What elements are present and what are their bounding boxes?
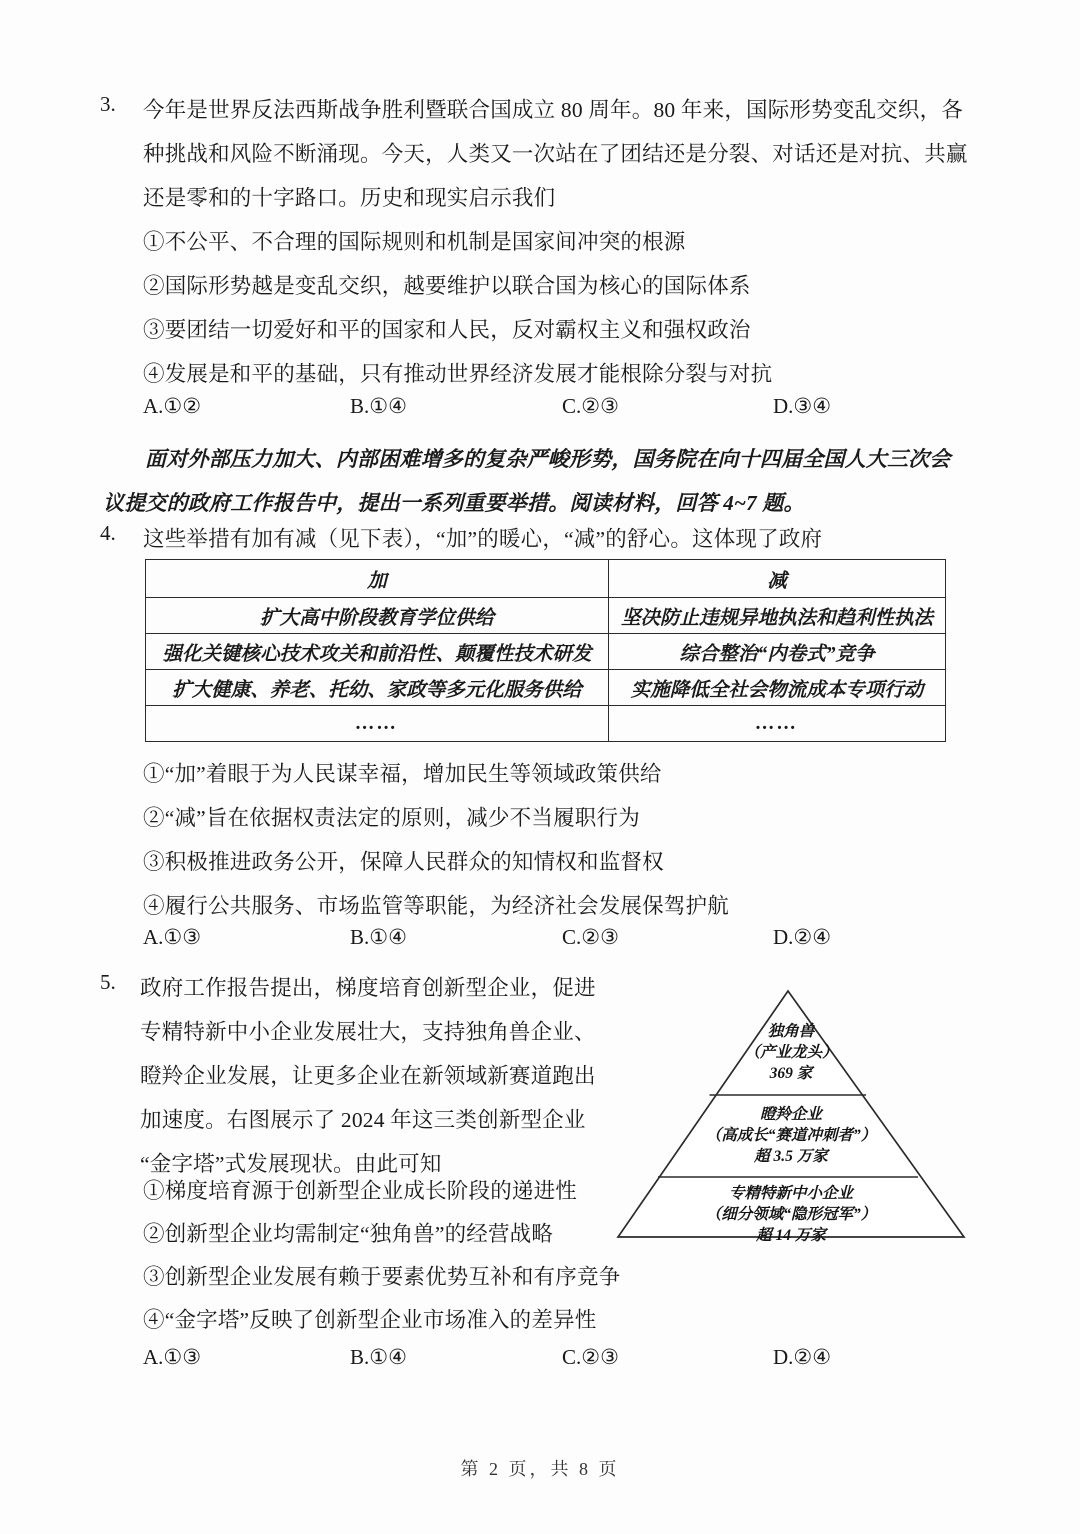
pyramid-tier-1-title: 独角兽 xyxy=(767,1023,815,1040)
material-intro-line: 面对外部压力加大、内部困难增多的复杂严峻形势，国务院在向十四届全国人大三次会 xyxy=(145,447,951,471)
choice-c[interactable]: C.②③ xyxy=(562,1345,619,1369)
table-cell: …… xyxy=(146,706,609,742)
table-row xyxy=(146,670,946,706)
question-4-statements xyxy=(143,752,983,928)
question-3-stem-line: 种挑战和风险不断涌现。今天，人类又一次站在了团结还是分裂、对话还是对抗、共赢 xyxy=(143,142,968,166)
table-header-add: 加 xyxy=(146,560,609,598)
table-cell: 扩大高中阶段教育学位供给 xyxy=(146,598,609,634)
choice-d[interactable]: D.②④ xyxy=(773,1345,832,1369)
question-4-stem-line: 这些举措有加有减（见下表），“加”的暖心，“减”的舒心。这体现了政府 xyxy=(143,527,823,551)
question-3-statements xyxy=(143,220,983,396)
pyramid-figure xyxy=(612,985,970,1247)
question-5-stem-line: “金字塔”式发展现状。由此可知 xyxy=(140,1152,442,1176)
question-3-choices xyxy=(143,394,983,424)
statement-item: ④发展是和平的基础，只有推动世界经济发展才能根除分裂与对抗 xyxy=(143,362,773,386)
statement-item: ②创新型企业均需制定“独角兽”的经营战略 xyxy=(143,1222,554,1246)
question-5-stem-line: 专精特新中小企业发展壮大，支持独角兽企业、 xyxy=(140,1020,596,1044)
table-header-reduce: 减 xyxy=(609,560,946,598)
choice-c[interactable]: C.②③ xyxy=(562,925,619,949)
pyramid-tier-3-title: 专精特新中小企业 xyxy=(728,1185,853,1202)
choice-d[interactable]: D.②④ xyxy=(773,925,832,949)
pyramid-tier-2-value: 超 3.5 万家 xyxy=(754,1148,828,1165)
table-cell: 实施降低全社会物流成本专项行动 xyxy=(609,670,946,706)
pyramid-tier-3-value: 超 14 万家 xyxy=(756,1227,826,1244)
choice-a[interactable]: A.①② xyxy=(143,394,202,418)
choice-d[interactable]: D.③④ xyxy=(773,394,832,418)
table-row xyxy=(146,598,946,634)
table-cell: 强化关键核心技术攻关和前沿性、颠覆性技术研发 xyxy=(146,634,609,670)
choice-c[interactable]: C.②③ xyxy=(562,394,619,418)
question-5-choices xyxy=(143,1345,983,1375)
pyramid-tier-1 xyxy=(612,1021,970,1084)
question-3-stem-line: 今年是世界反法西斯战争胜利暨联合国成立 80 周年。80 年来，国际形势变乱交织，各 xyxy=(143,98,964,122)
statement-item: ②“减”旨在依据权责法定的原则，减少不当履职行为 xyxy=(143,806,640,830)
pyramid-tier-3 xyxy=(612,1183,970,1246)
question-4-choices xyxy=(143,925,983,955)
pyramid-tier-2-title: 瞪羚企业 xyxy=(759,1106,822,1123)
table-row xyxy=(146,706,946,742)
question-5-stem-line: 政府工作报告提出，梯度培育创新型企业，促进 xyxy=(140,976,596,1000)
pyramid-tier-2-subtitle: （高成长“赛道冲刺者”） xyxy=(705,1127,877,1144)
statement-item: ③创新型企业发展有赖于要素优势互补和有序竞争 xyxy=(143,1265,621,1289)
question-3-number: 3. xyxy=(100,92,116,116)
question-5-stem-line: 瞪羚企业发展，让更多企业在新领域新赛道跑出 xyxy=(140,1064,596,1088)
question-5-stem-line: 加速度。右图展示了 2024 年这三类创新型企业 xyxy=(140,1108,586,1132)
question-3-stem-line: 还是零和的十字路口。历史和现实启示我们 xyxy=(143,186,556,210)
question-3-stem xyxy=(143,88,983,220)
choice-a[interactable]: A.①③ xyxy=(143,1345,202,1369)
table-cell: 综合整治“内卷式”竞争 xyxy=(609,634,946,670)
table-row xyxy=(146,634,946,670)
pyramid-tier-1-subtitle: （产业龙头） xyxy=(744,1044,838,1061)
question-4-number: 4. xyxy=(100,521,116,545)
statement-item: ③要团结一切爱好和平的国家和人民，反对霸权主义和强权政治 xyxy=(143,318,751,342)
pyramid-tier-1-value: 369 家 xyxy=(769,1065,813,1082)
table-cell: 扩大健康、养老、托幼、家政等多元化服务供给 xyxy=(146,670,609,706)
statement-item: ①梯度培育源于创新型企业成长阶段的递进性 xyxy=(143,1179,578,1203)
statement-item: ①“加”着眼于为人民谋幸福，增加民生等领域政策供给 xyxy=(143,762,662,786)
question-4-stem xyxy=(143,517,983,561)
choice-b[interactable]: B.①④ xyxy=(350,1345,407,1369)
statement-item: ④“金字塔”反映了创新型企业市场准入的差异性 xyxy=(143,1308,597,1332)
question-5-stem xyxy=(140,966,640,1186)
material-intro xyxy=(103,437,993,525)
choice-b[interactable]: B.①④ xyxy=(350,394,407,418)
table-cell: 坚决防止违规异地执法和趋利性执法 xyxy=(609,598,946,634)
pyramid-tier-3-subtitle: （细分领域“隐形冠军”） xyxy=(705,1206,877,1223)
page-footer: 第 2 页，共 8 页 xyxy=(460,1459,620,1479)
choice-a[interactable]: A.①③ xyxy=(143,925,202,949)
question-5-statements xyxy=(143,1170,663,1342)
material-intro-line: 议提交的政府工作报告中，提出一系列重要举措。阅读材料，回答 4~7 题。 xyxy=(103,491,805,515)
statement-item: ③积极推进政务公开，保障人民群众的知情权和监督权 xyxy=(143,850,664,874)
statement-item: ②国际形势越是变乱交织，越要维护以联合国为核心的国际体系 xyxy=(143,274,751,298)
table-header-row xyxy=(146,560,946,598)
statement-item: ④履行公共服务、市场监管等职能，为经济社会发展保驾护航 xyxy=(143,894,729,918)
pyramid-tier-2 xyxy=(612,1104,970,1167)
choice-b[interactable]: B.①④ xyxy=(350,925,407,949)
statement-item: ①不公平、不合理的国际规则和机制是国家间冲突的根源 xyxy=(143,230,686,254)
measures-table xyxy=(145,559,946,742)
table-cell: …… xyxy=(609,706,946,742)
question-5-number: 5. xyxy=(100,970,116,994)
